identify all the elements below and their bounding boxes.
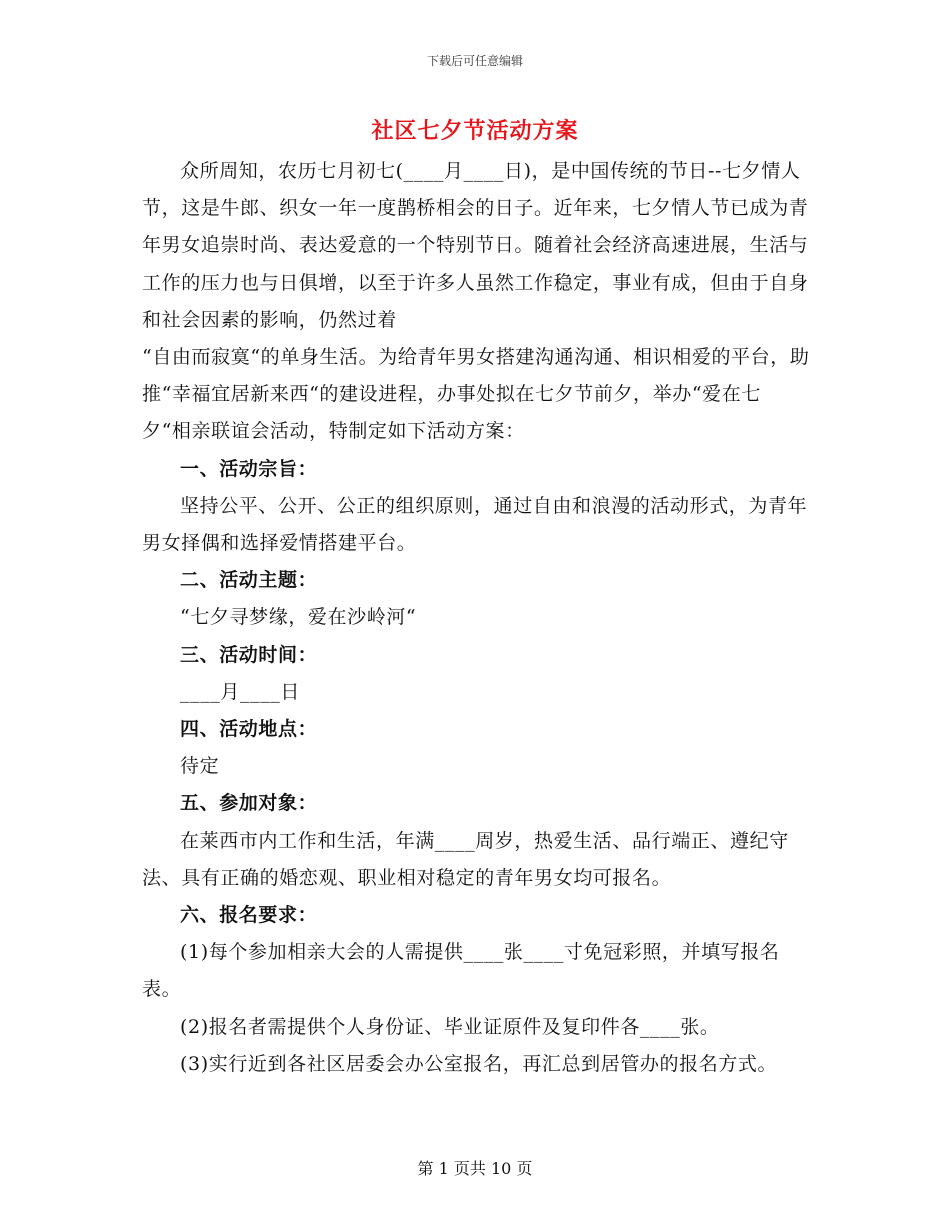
section-line: (1)每个参加相亲大会的人需提供____张____寸免冠彩照，并填写	[180, 941, 741, 964]
section-body-participants	[142, 823, 810, 897]
intro-line: 社会经济高速进展，生活与工作的压力也与日俱增，以至于许多人虽	[142, 234, 809, 294]
header-note: 下载后可任意编辑	[426, 54, 523, 68]
section-heading-purpose: 一、活动宗旨：	[180, 457, 318, 480]
intro-line: 七夕情人节，这是牛郎、织女一年一度鹊桥相会的日子。近年来，七	[142, 160, 801, 220]
section-line: 式。	[737, 1052, 778, 1075]
section-line: 为青年男女择偶和选择爱情搭建平台。	[142, 494, 808, 555]
section-heading-theme: 二、活动主题：	[180, 569, 318, 592]
document-body	[142, 153, 810, 1083]
section-heading-time: 三、活动时间：	[180, 643, 318, 666]
page-number: 第 1 页共 10 页	[417, 1159, 533, 1178]
intro-line: 夕，举办“爱在七夕“相亲联谊会活动，特制定如下活动方案：	[142, 383, 761, 443]
section-line: 坚持公平、公开、公正的组织原则，通过自由和浪漫的活动形式，	[180, 494, 749, 517]
section-line: (3)实行近到各社区居委会办公室报名，再汇总到居管办的报名方	[180, 1052, 738, 1075]
registration-item-2	[142, 1009, 810, 1046]
section-line: (2)报名者需提供个人身份证、毕业证原件及复印件各____张。	[180, 1015, 720, 1038]
section-body-purpose	[142, 488, 810, 562]
section-line: 遵纪守法、具有正确的婚恋观、职业相对稳定的青年男女均可报名。	[142, 829, 789, 889]
document-title: 社区七夕节活动方案	[371, 119, 579, 144]
section-body-location: 待定	[180, 755, 220, 778]
registration-item-1	[142, 934, 810, 1008]
intro-line: “自由而寂寞“的单身生活。为给青年男女搭建沟通沟通、相识相爱	[142, 346, 712, 369]
intro-line: 然工作稳定，事业有成，但由于自身和社会因素的影响，仍然过着	[142, 271, 809, 331]
intro-line: 夕情人节已成为青年男女追崇时尚、表达爱意的一个特别节日。随着	[142, 197, 809, 257]
section-body-time: ____月____日	[180, 680, 301, 703]
intro-line: 的平台，助推“幸福宜居新来西“的建设进程，办事处拟在七夕节前	[142, 346, 810, 406]
section-body-theme: “七夕寻梦缘，爱在沙岭河“	[180, 606, 417, 629]
registration-item-3	[142, 1046, 810, 1083]
section-heading-location: 四、活动地点：	[180, 718, 318, 741]
section-line: 在莱西市内工作和生活，年满____周岁，热爱生活、品行端正、	[180, 829, 731, 852]
section-line: 报名表。	[142, 941, 780, 1001]
section-heading-participants: 五、参加对象：	[180, 792, 318, 815]
section-heading-registration: 六、报名要求：	[180, 904, 318, 927]
intro-paragraph	[142, 153, 810, 451]
intro-line: 众所周知，农历七月初七(____月____日)，是中国传统的节日--	[180, 160, 723, 182]
